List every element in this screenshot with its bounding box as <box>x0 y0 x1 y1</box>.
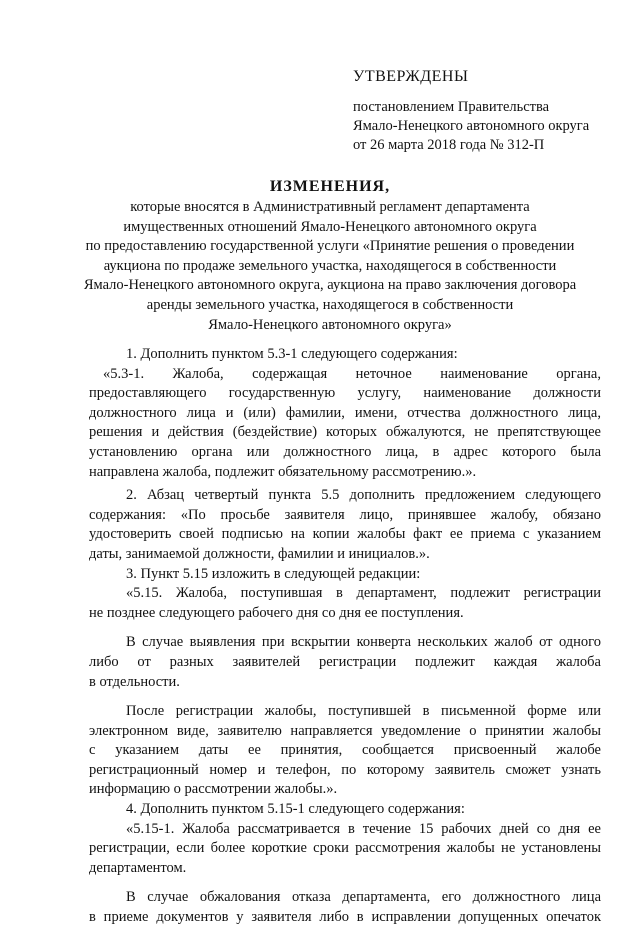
text-line: информацию о рассмотрении жалобы.». <box>89 781 338 798</box>
approval-line: Ямало-Ненецкого автономного округа <box>353 118 590 134</box>
text-line: удостоверить своей подписью на копии жалобы факт ее приема с указанием <box>89 526 601 543</box>
text-line: с указанием даты ее принятия, сообщается присвоенный жалобе <box>89 742 601 759</box>
text-line: регистрации, если более короткие сроки рассмотрения жалобы не установлены <box>89 840 601 857</box>
text-line: электронном виде, заявителю направляется уведомление о принятии жалобы <box>89 722 601 739</box>
heading-line: аукциона по продаже земельного участка, находящегося в собственности <box>103 257 557 274</box>
approval-line: постановлением Правительства <box>353 99 550 115</box>
text-line: «5.3-1. Жалоба, содержащая неточное наименование органа, <box>103 365 601 382</box>
text-line: После регистрации жалобы, поступившей в письменной форме или <box>126 703 601 720</box>
document-heading <box>60 178 600 335</box>
heading-line: имущественных отношений Ямало-Ненецкого автономного округа <box>123 218 537 235</box>
text-line: должностного лица и (или) фамилии, имени, отчества должностного лица, <box>89 404 601 421</box>
text-line: направлена жалоба, подлежит обязательному рассмотрению.». <box>89 463 477 480</box>
paragraph-8: 4. Дополнить пунктом 5.15-1 следующего содержания: <box>126 801 465 818</box>
paragraph-9 <box>89 820 601 879</box>
paragraph-5 <box>89 584 601 623</box>
paragraph-3 <box>89 486 601 564</box>
text-line: В случае обжалования отказа департамента, его должностного лица <box>126 889 601 906</box>
paragraph-2 <box>89 365 601 483</box>
text-line: решения и действия (бездействие) которых обжалуются, не препятствующее <box>89 424 601 441</box>
text-line: либо от разных заявителей регистрации подлежит каждая жалоба <box>89 653 601 670</box>
heading-line: которые вносятся в Административный регламент департамента <box>130 199 530 215</box>
text-line: в приеме документов у заявителя либо в исправлении допущенных опечаток <box>89 909 601 926</box>
text-line: «5.15-1. Жалоба рассматривается в течение 15 рабочих дней со дня ее <box>126 820 601 837</box>
approval-line: от 26 марта 2018 года № 312-П <box>353 137 545 153</box>
text-line: 2. Абзац четвертый пункта 5.5 дополнить предложением следующего <box>126 487 601 504</box>
paragraph-4: 3. Пункт 5.15 изложить в следующей редакции: <box>126 565 421 582</box>
paragraph-1: 1. Дополнить пунктом 5.3-1 следующего содержания: <box>126 346 458 362</box>
paragraph-6 <box>89 633 601 692</box>
text-line: предоставляющего государственную услугу, наименование должности <box>89 385 601 402</box>
text-line: «5.15. Жалоба, поступившая в департамент, подлежит регистрации <box>126 585 601 602</box>
text-line: В случае выявления при вскрытии конверта нескольких жалоб от одного <box>126 634 601 651</box>
text-line: установлению органа или должностного лица, в адрес которого была <box>89 443 601 460</box>
heading-line: Ямало-Ненецкого автономного округа, аукциона на право заключения договора <box>83 277 577 294</box>
paragraph-10 <box>89 888 601 927</box>
document-body <box>89 345 601 928</box>
text-line: даты, занимаемой должности, фамилии и инициалов.». <box>89 545 430 562</box>
approval-block <box>353 68 613 155</box>
approval-title: УТВЕРЖДЕНЫ <box>353 68 469 85</box>
heading-line: аренды земельного участка, находящегося в собственности <box>146 296 514 313</box>
text-line: содержания: «По просьбе заявителя лицо, принявшее жалобу, обязано <box>89 506 601 523</box>
heading-line: Ямало-Ненецкого автономного округа» <box>208 316 452 333</box>
paragraph-7 <box>89 702 601 800</box>
heading-line: по предоставлению государственной услуги «Принятие решения о проведении <box>85 238 575 255</box>
text-line: в отдельности. <box>89 673 180 690</box>
text-line: регистрационный номер и телефон, по которому заявитель сможет узнать <box>89 761 601 778</box>
text-line: не позднее следующего рабочего дня со дня ее поступления. <box>89 604 464 621</box>
heading-title: ИЗМЕНЕНИЯ, <box>269 178 391 195</box>
text-line: департаментом. <box>89 859 187 876</box>
